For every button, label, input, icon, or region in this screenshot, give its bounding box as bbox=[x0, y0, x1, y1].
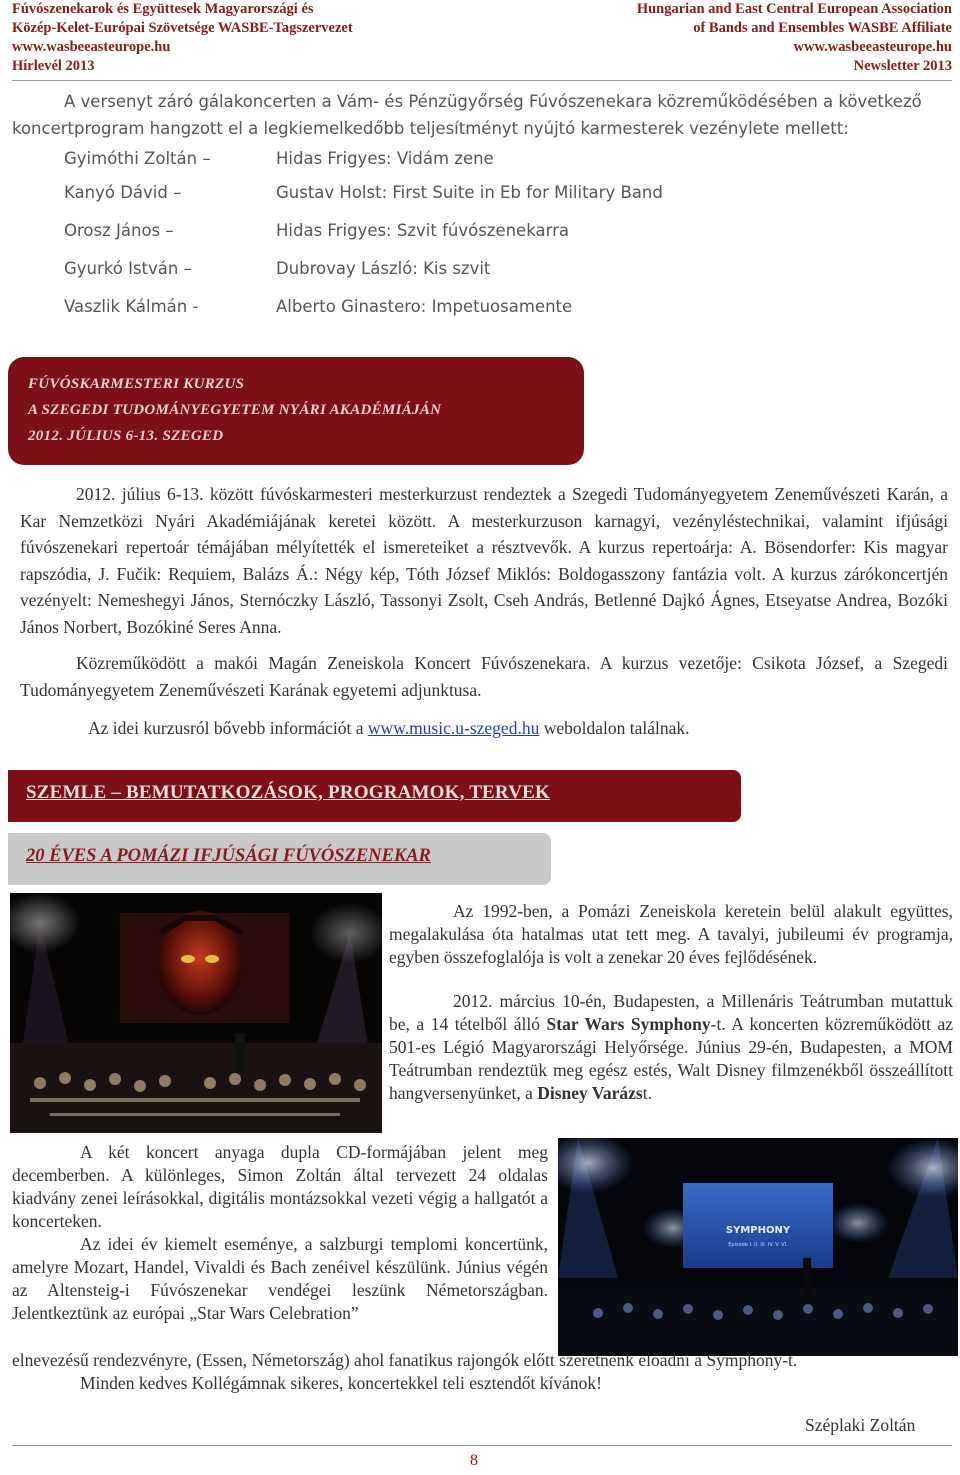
page-number: 8 bbox=[470, 1452, 478, 1469]
signature: Széplaki Zoltán bbox=[805, 1415, 916, 1435]
symphony-photo-graphic bbox=[558, 1138, 958, 1356]
info-line bbox=[88, 715, 690, 742]
kurzus-heading-line: 2012. JÚLIUS 6-13. SZEGED bbox=[28, 428, 224, 444]
kurzus-paragraph bbox=[20, 481, 948, 640]
pomaz-paragraph-1 bbox=[389, 900, 953, 969]
music-szeged-link[interactable]: www.music.u-szeged.hu bbox=[367, 718, 540, 738]
program-conductor: Vaszlik Kálmán - bbox=[64, 297, 199, 316]
program-work: Hidas Frigyes: Szvit fúvószenekarra bbox=[276, 221, 569, 240]
header-left-line: Hírlevél 2013 bbox=[12, 58, 95, 74]
program-conductor: Kanyó Dávid – bbox=[64, 183, 182, 202]
closing-line-2: Minden kedves Kollégámnak sikeres, koncertekkel teli esztendőt kívánok! bbox=[80, 1373, 602, 1393]
kurzus-heading-line: FÚVÓSKARMESTERI KURZUS bbox=[28, 376, 245, 392]
header-left bbox=[12, 0, 353, 76]
header-left-line: Közép-Kelet-Európai Szövetsége WASBE-Tagszervezet bbox=[12, 20, 353, 36]
kozremukodott-text: Közreműködött a makói Magán Zeneiskola Koncert Fúvószenekara. A kurzus vezetője: Csikota József, a Szegedi Tudományegyetem Zeneművészeti Karának egyetemi adjunktusa. bbox=[20, 653, 948, 700]
program-work: Hidas Frigyes: Vidám zene bbox=[276, 149, 494, 168]
header-right-line: Hungarian and East Central European Association bbox=[636, 1, 952, 17]
cd-paragraph bbox=[12, 1141, 548, 1233]
screen-title: SYMPHONY bbox=[725, 1225, 791, 1236]
header-right-line: of Bands and Ensembles WASBE Affiliate bbox=[693, 20, 952, 36]
pomaz-p2-c: -t. A koncerten közreműködött az 501-es Légió Magyarországi Helyőrsége. Június 29-én, Budapesten, a MOM Teátrumban rendeztük meg egész estés, Walt Disney filmzenékből összeállított hangversenyünket, a bbox=[389, 1014, 953, 1103]
pomaz-paragraph-1-text: Az 1992-ben, a Pomázi Zeneiskola keretein belül alakult együttes, megalakulása óta hatalmas utat tett meg. A tavalyi, jubileumi év programja, egyben összefoglalója is volt a zenekar 20 éves fejlődésének. bbox=[389, 901, 953, 967]
kurzus-heading-line: A SZEGEDI TUDOMÁNYEGYETEM NYÁRI AKADÉMIÁJÁN bbox=[28, 402, 442, 418]
section-title: SZEMLE – BEMUTATKOZÁSOK, PROGRAMOK, TERVEK bbox=[26, 782, 550, 803]
concert-photo-symphony bbox=[558, 1138, 958, 1356]
info-before: Az idei kurzusról bővebb információt a bbox=[88, 718, 368, 738]
info-after: weboldalon találnak. bbox=[539, 718, 690, 738]
kozremukodott-paragraph bbox=[20, 650, 948, 703]
pomaz-p2-e: t. bbox=[642, 1083, 652, 1103]
disney-varazs-title: Disney Varázs bbox=[537, 1083, 643, 1103]
pomaz-paragraph-2 bbox=[389, 990, 953, 1105]
kurzus-heading-box bbox=[8, 357, 584, 465]
program-work: Dubrovay László: Kis szvit bbox=[276, 259, 491, 278]
subsection-title-bar bbox=[8, 833, 551, 885]
program-conductor: Gyurkó István – bbox=[64, 259, 192, 278]
header-right bbox=[637, 0, 952, 76]
header-right-link[interactable]: www.wasbeeasteurope.hu bbox=[793, 39, 952, 55]
program-conductor: Orosz János – bbox=[64, 221, 174, 240]
subsection-title: 20 ÉVES A POMÁZI IFJÚSÁGI FÚVÓSZENEKAR bbox=[26, 846, 431, 866]
section-title-bar bbox=[8, 770, 741, 822]
intro-line-2: koncertprogram hangzott el a legkiemelkedőbb teljesítményt nyújtó karmesterek vezénylete mellett: bbox=[12, 119, 849, 138]
closing-line-1: elnevezésű rendezvényre, (Essen, Németország) ahol fanatikus rajongók előtt szeretnénk előadni a Symphony-t. bbox=[12, 1350, 798, 1370]
concert-photo-star-wars bbox=[10, 893, 382, 1133]
program-work: Gustav Holst: First Suite in Eb for Military Band bbox=[276, 183, 663, 202]
cd-paragraph-text: A két koncert anyaga dupla CD-formájában jelent meg decemberben. A különleges, Simon Zoltán által tervezett 24 oldalas kiadvány zenei leírásokkal, digitális montázsokkal vezeti végig a hallgatót a koncerteken. bbox=[12, 1142, 548, 1231]
plans-paragraph bbox=[12, 1233, 548, 1325]
header-right-line: Newsletter 2013 bbox=[853, 58, 952, 74]
header-divider bbox=[12, 80, 952, 81]
star-wars-symphony-title: Star Wars Symphony bbox=[546, 1014, 711, 1034]
pomaz-p2-a: 2012. március 10-én, Budapesten, a Millenáris Teátrumban mutattuk be, a 14 tételből álló bbox=[389, 991, 953, 1034]
header-left-link[interactable]: www.wasbeeasteurope.hu bbox=[12, 39, 171, 55]
header-left-line: Fúvószenekarok és Együttesek Magyarországi és bbox=[12, 1, 314, 17]
intro-line-1: A versenyt záró gálakoncerten a Vám- és Pénzügyőrség Fúvószenekara közreműködésében a következő bbox=[64, 92, 922, 111]
screen-subtitle: Episode I. II. III. IV. V. VI. bbox=[728, 1242, 788, 1248]
footer-divider bbox=[12, 1445, 952, 1446]
plans-paragraph-text: Az idei év kiemelt eseménye, a salzburgi templomi koncertünk, amelyre Mozart, Handel, Vivaldi és Bach zenéivel készülünk. Június végén az Altensteig-i Fúvószenekar vendégei leszünk Németországban. Jelentkeztünk az európai „Star Wars Celebration” bbox=[12, 1234, 548, 1323]
program-work: Alberto Ginastero: Impetuosamente bbox=[276, 297, 573, 316]
concert-photo-graphic bbox=[10, 893, 382, 1133]
page-header bbox=[0, 0, 960, 80]
program-conductor: Gyimóthi Zoltán – bbox=[64, 149, 211, 168]
kurzus-paragraph-text: 2012. július 6-13. között fúvóskarmesteri mesterkurzust rendeztek a Szegedi Tudományegyetem Zeneművészeti Karán, a Kar Nemzetközi Nyári Akadémiájának keretei között. A mesterkurzuson karnagyi, vezényléstechnikai, valamint ifjúsági fúvószenekari repertoár témájában mélyítették el ismereteiket a résztvevők. A kurzus repertoárja: A. Bösendorfer: Kis magyar rapszódia, J. Fučik: Requiem, Balázs Á.: Négy kép, Tóth József Miklós: Boldogasszony fantázia volt. A kurzus zárókoncertjén vezényelt: Nemeshegyi János, Sternóczky László, Tassonyi Zsolt, Cseh András, Betlenné Dajkó Ágnes, Etseyatse Andrea, Bozóki János Norbert, Bozókiné Seres Anna. bbox=[20, 484, 948, 637]
